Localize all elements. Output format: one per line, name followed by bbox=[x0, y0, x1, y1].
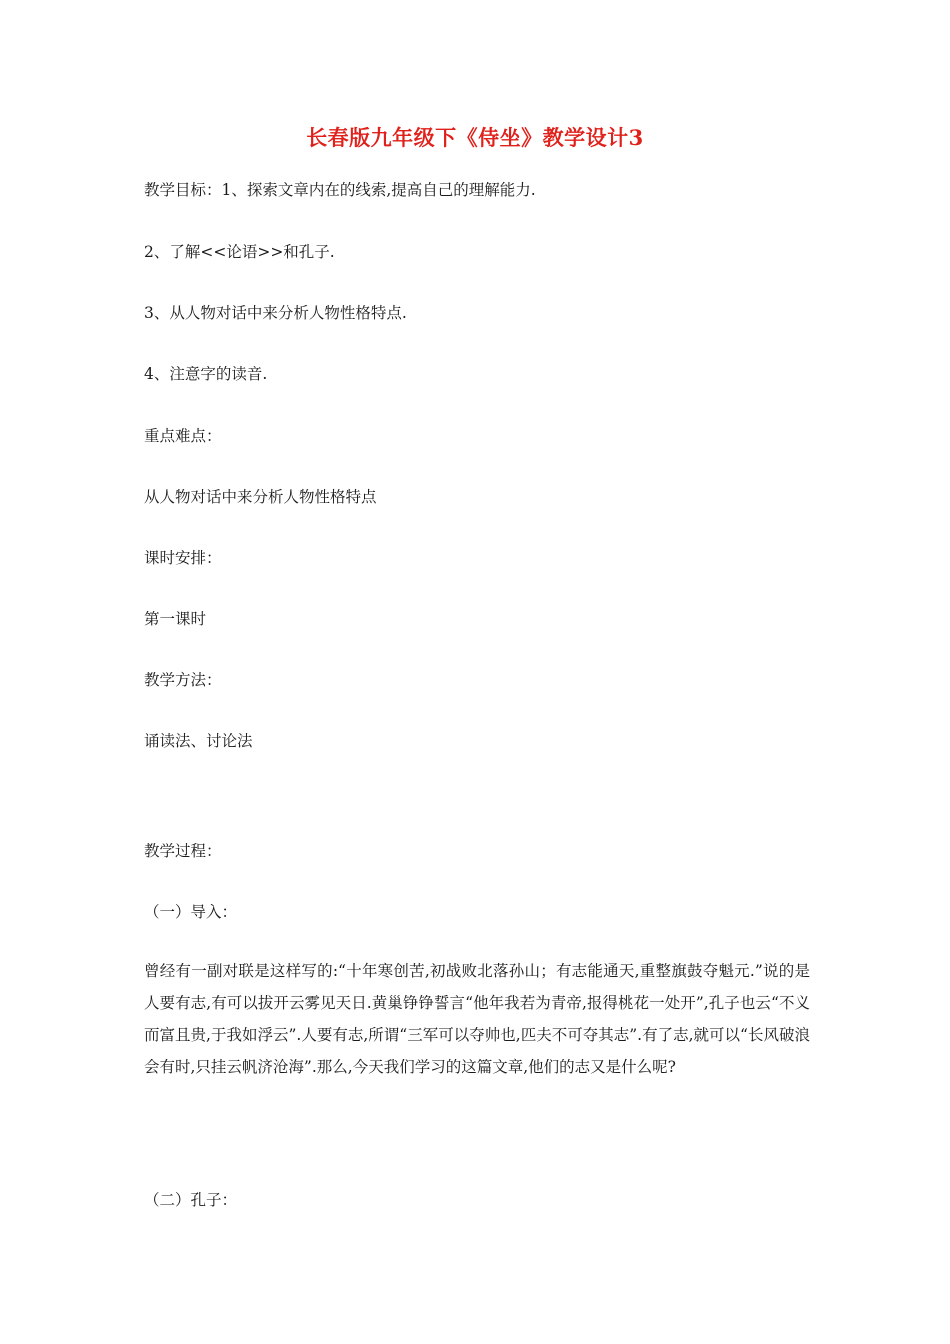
process-heading: 教学过程： bbox=[144, 842, 222, 860]
teaching-goal-3: 3、从人物对话中来分析人物性格特点. bbox=[144, 304, 407, 322]
section-two-heading: （二）孔子： bbox=[144, 1191, 238, 1209]
teaching-goal-2: 2、了解<<论语>>和孔子. bbox=[144, 243, 335, 261]
schedule-heading: 课时安排： bbox=[144, 549, 222, 567]
key-difficulty-text: 从人物对话中来分析人物性格特点 bbox=[144, 488, 377, 506]
intro-paragraph: 曾经有一副对联是这样写的:“十年寒创苦,初战败北落孙山；有志能通天,重整旗鼓夺魁元.”说的是人要有志,有可以拔开云雾见天日.黄巢铮铮誓言“他年我若为青帝,报得桃花一处开”,孔子也云“不义而富且贵,于我如浮云”.人要有志,所谓“三军可以夺帅也,匹夫不可夺其志”.有了志,就可以“长风破浪会有时,只挂云帆济沧海”.那么,今天我们学习的这篇文章,他们的志又是什么呢? bbox=[144, 962, 810, 1076]
schedule-text: 第一课时 bbox=[144, 610, 207, 628]
document-title: 长春版九年级下《侍坐》教学设计3 bbox=[306, 125, 644, 150]
teaching-goal-4: 4、注意字的读音. bbox=[144, 365, 268, 383]
teaching-goal-1: 教学目标：1、探索文章内在的线索,提高自己的理解能力. bbox=[144, 181, 536, 199]
method-heading: 教学方法： bbox=[144, 671, 222, 689]
key-difficulty-heading: 重点难点： bbox=[144, 427, 222, 445]
intro-heading: （一）导入： bbox=[144, 903, 238, 921]
method-text: 诵读法、讨论法 bbox=[144, 732, 253, 750]
